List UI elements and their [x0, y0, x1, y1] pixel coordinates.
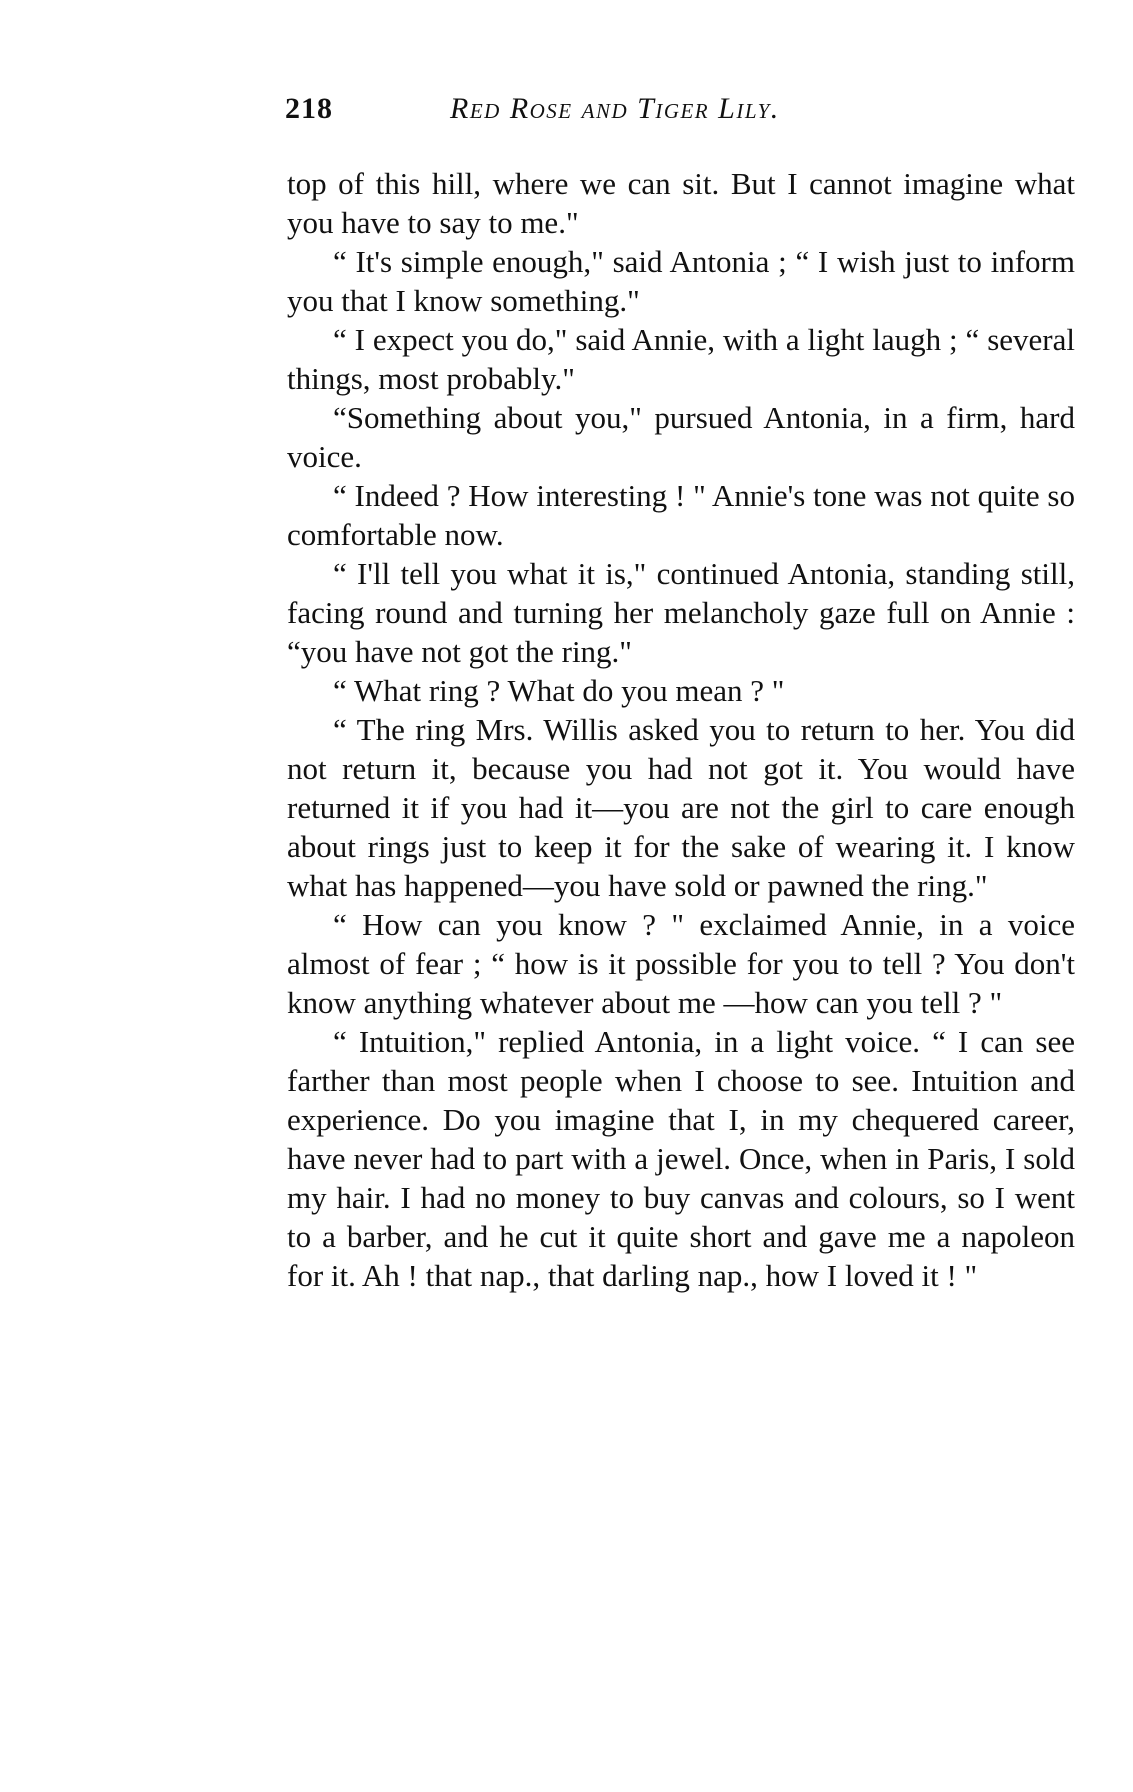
- running-head: [285, 92, 1075, 132]
- paragraph: “ I expect you do," said Annie, with a light laugh ; “ several things, most probably.": [287, 322, 1075, 396]
- body-text: [287, 164, 1075, 1295]
- paragraph: top of this hill, where we can sit. But I cannot imagine what you have to say to me.": [287, 166, 1075, 240]
- paragraph: “ Indeed ? How interesting ! " Annie's tone was not quite so comfortable now.: [287, 478, 1075, 552]
- paragraph: “ What ring ? What do you mean ? ": [333, 673, 785, 708]
- paragraph: “Something about you," pursued Antonia, in a firm, hard voice.: [287, 400, 1075, 474]
- page-number: 218: [285, 92, 333, 125]
- paragraph: “ The ring Mrs. Willis asked you to return to her. You did not return it, because you had not got it. You would have returned it if you had it—you are not the girl to care enough about rings just to keep it for the sake of wearing it. I know what has happened—you have sold or pawned the ring.": [287, 712, 1075, 903]
- paragraph: “ Intuition," replied Antonia, in a light voice. “ I can see farther than most people when I choose to see. Intuition and experience. Do you imagine that I, in my chequered career, have never had to part with a jewel. Once, when in Paris, I sold my hair. I had no money to buy canvas and colours, so I went to a barber, and he cut it quite short and gave me a napoleon for it. Ah ! that nap., that darling nap., how I loved it ! ": [287, 1024, 1075, 1293]
- paragraph: “ It's simple enough," said Antonia ; “ I wish just to inform you that I know something.": [287, 244, 1075, 318]
- paragraph: “ How can you know ? " exclaimed Annie, in a voice almost of fear ; “ how is it possible for you to tell ? You don't know anything whatever about me —how can you tell ? ": [287, 907, 1075, 1020]
- paragraph: “ I'll tell you what it is," continued Antonia, standing still, facing round and turning her melancholy gaze full on Annie : “you have not got the ring.": [287, 556, 1075, 669]
- running-title: Red Rose and Tiger Lily.: [450, 92, 780, 125]
